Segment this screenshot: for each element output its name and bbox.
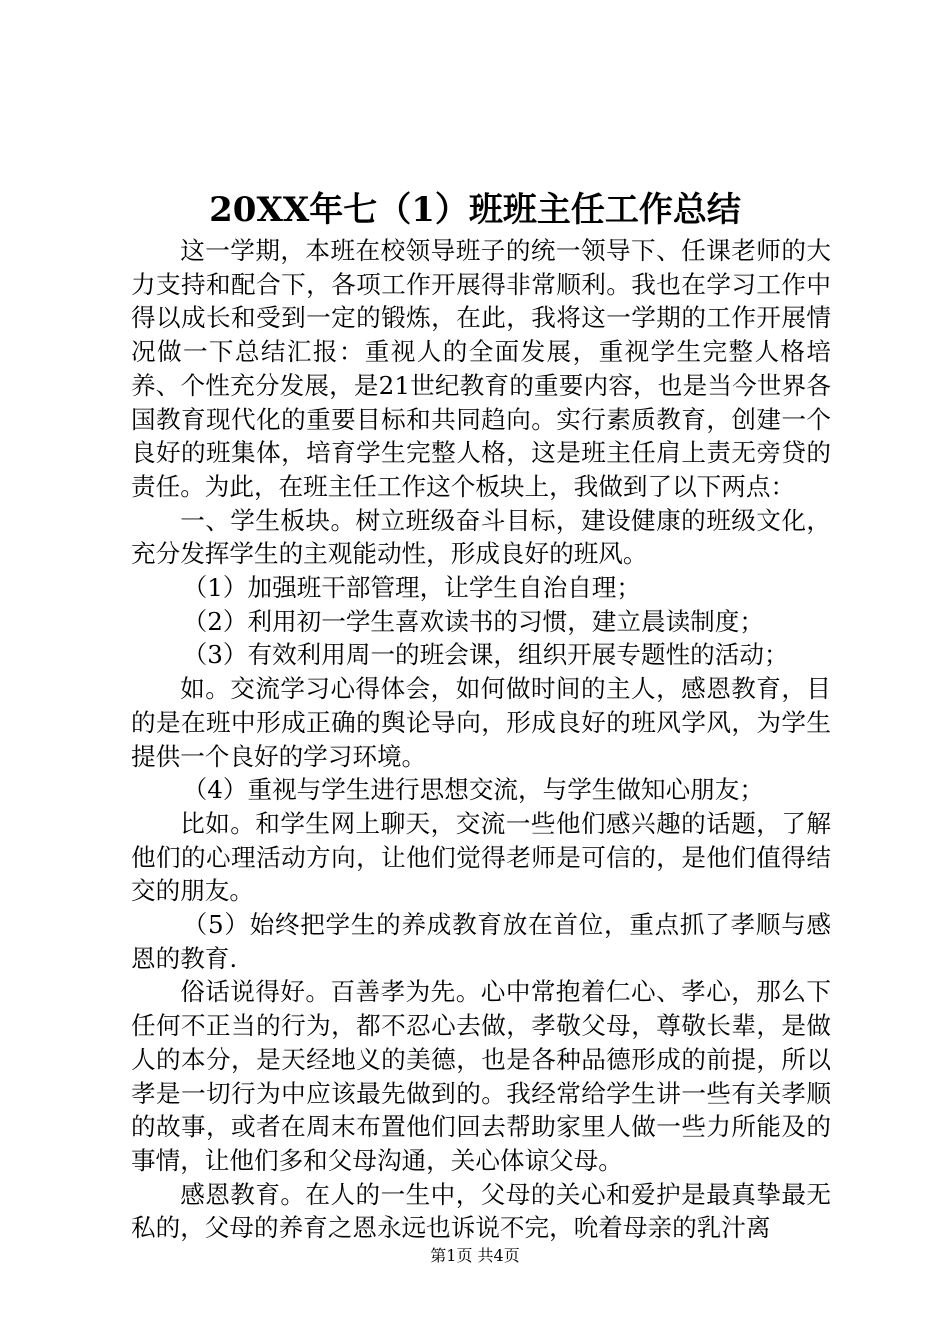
paragraph-item-4: （4）重视与学生进行思想交流，与学生做知心朋友；: [182, 775, 764, 805]
paragraph-example-2: 比如。和学生网上聊天，交流一些他们感兴趣的话题，了解他们的心理活动方向，让他们觉得老师是可信的，是他们值得结交的朋友。: [131, 808, 831, 906]
paragraph-item-1: （1）加强班干部管理，让学生自治自理；: [182, 573, 641, 603]
paragraph-item-5: （5）始终把学生的养成教育放在首位，重点抓了孝顺与感恩的教育.: [131, 910, 831, 973]
document-body: [131, 234, 831, 1245]
paragraph-section-one: 一、学生板块。树立班级奋斗目标，建设健康的班级文化，充分发挥学生的主观能动性，形成良好的班风。: [131, 505, 831, 569]
document-title: 20XX年七（1）班班主任工作总结: [209, 190, 741, 230]
paragraph-item-2: （2）利用初一学生喜欢读书的习惯，建立晨读制度；: [182, 606, 764, 636]
page-number-footer: 第1页 共4页: [430, 1246, 520, 1265]
paragraph-intro: 这一学期，本班在校领导班子的统一领导下、任课老师的大力支持和配合下，各项工作开展得非常顺利。我也在学习工作中得以成长和受到一定的锻炼，在此，我将这一学期的工作开展情况做一下总结汇报：重视人的全面发展，重视学生完整人格培养、个性充分发展，是21世纪教育的重要内容，也是当今世界各国教育现代化的重要目标和共同趋向。实行素质教育，创建一个良好的班集体，培育学生完整人格，这是班主任肩上责无旁贷的责任。为此，在班主任工作这个板块上，我做到了以下两点：: [131, 236, 831, 501]
paragraph-filial-piety: 俗话说得好。百善孝为先。心中常抱着仁心、孝心，那么下任何不正当的行为，都不忍心去做，孝敬父母，尊敬长辈，是做人的本分，是天经地义的美德，也是各种品德形成的前提，所以孝是一切行为中应该最先做到的。我经常给学生讲一些有关孝顺的故事，或者在周末布置他们回去帮助家里人做一些力所能及的事情，让他们多和父母沟通，关心体谅父母。: [131, 977, 831, 1175]
paragraph-example-1: 如。交流学习心得体会，如何做时间的主人，感恩教育，目的是在班中形成正确的舆论导向，形成良好的班风学风，为学生提供一个良好的学习环境。: [131, 674, 831, 771]
paragraph-gratitude: 感恩教育。在人的一生中，父母的关心和爱护是最真挚最无私的，父母的养育之恩永远也诉说不完，吮着母亲的乳汁离: [131, 1179, 831, 1243]
paragraph-item-3: （3）有效利用周一的班会课，组织开展专题性的活动；: [182, 640, 789, 670]
